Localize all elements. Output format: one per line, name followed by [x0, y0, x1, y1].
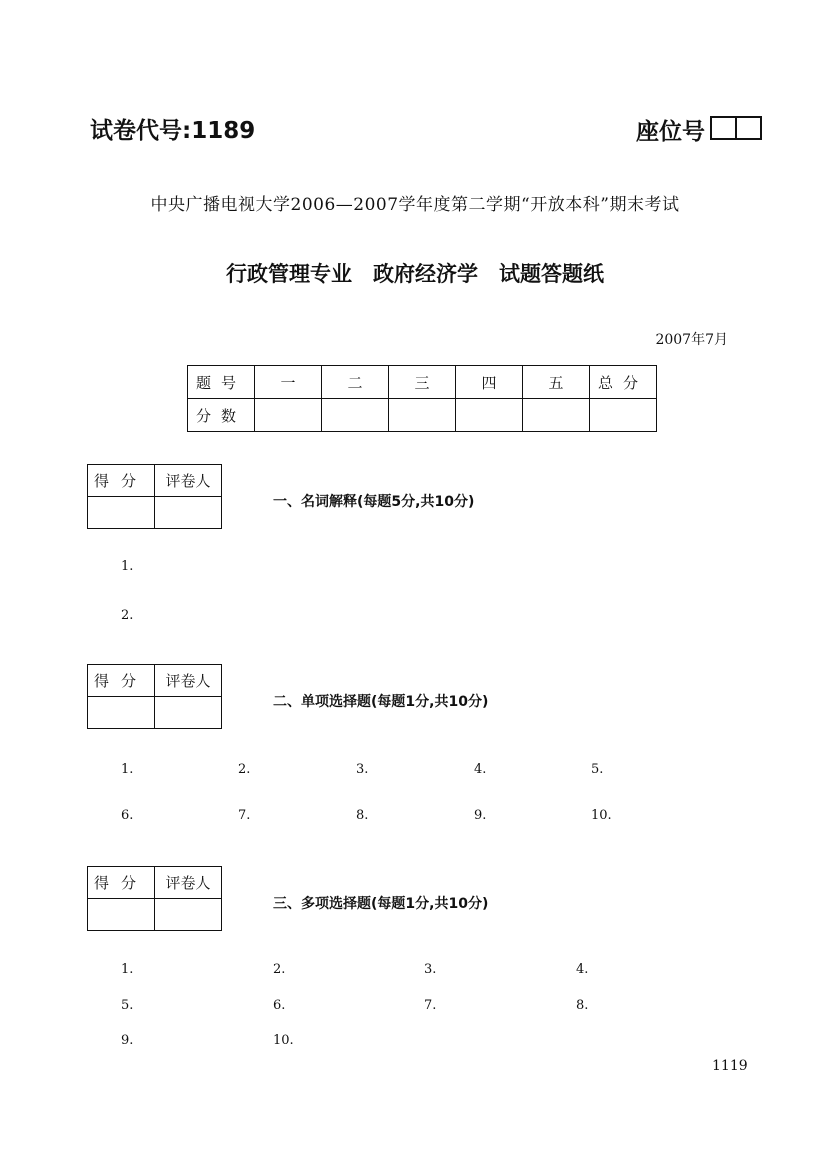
- answer-item: 3.: [424, 962, 437, 977]
- grader-label: 评卷人: [155, 465, 222, 497]
- answer-item: 9.: [121, 1033, 134, 1048]
- grade-box: [87, 464, 222, 529]
- grader-entry-cell[interactable]: [155, 497, 222, 529]
- answer-sheet-title: 行政管理专业 政府经济学 试题答题纸: [226, 262, 604, 286]
- exam-date: 2007年7月: [655, 332, 728, 348]
- section-title: 一、名词解释(每题5分,共10分): [273, 494, 475, 510]
- answer-item: 7.: [424, 998, 437, 1013]
- score-label: 得分: [88, 465, 155, 497]
- score-entry-cell[interactable]: [88, 697, 155, 729]
- grader-label: 评卷人: [155, 665, 222, 697]
- answer-item: 9.: [474, 808, 487, 823]
- answer-item: 4.: [576, 962, 589, 977]
- column-header: 三: [389, 366, 456, 399]
- score-cell[interactable]: [523, 399, 590, 432]
- answer-item: 8.: [356, 808, 369, 823]
- score-entry-cell[interactable]: [88, 497, 155, 529]
- answer-item: 4.: [474, 762, 487, 777]
- grade-box: [87, 664, 222, 729]
- answer-item: 2.: [273, 962, 286, 977]
- table-row: [188, 399, 657, 432]
- answer-item: 6.: [121, 808, 134, 823]
- score-cell[interactable]: [456, 399, 523, 432]
- column-header: 二: [322, 366, 389, 399]
- seat-number-box[interactable]: [712, 118, 735, 138]
- grader-entry-cell[interactable]: [155, 899, 222, 931]
- section-title: 三、多项选择题(每题1分,共10分): [273, 896, 489, 912]
- column-header: 五: [523, 366, 590, 399]
- answer-item: 8.: [576, 998, 589, 1013]
- score-label: 得分: [88, 867, 155, 899]
- answer-item: 2.: [121, 608, 134, 623]
- page-number: 1119: [712, 1058, 748, 1074]
- answer-item: 6.: [273, 998, 286, 1013]
- exam-subtitle: 中央广播电视大学2006—2007学年度第二学期“开放本科”期末考试: [150, 195, 680, 215]
- seat-number-label: 座位号: [636, 119, 705, 145]
- grade-box: [87, 866, 222, 931]
- score-label: 得分: [88, 665, 155, 697]
- answer-item: 1.: [121, 762, 134, 777]
- score-cell[interactable]: [322, 399, 389, 432]
- column-header: 一: [255, 366, 322, 399]
- grader-label: 评卷人: [155, 867, 222, 899]
- answer-item: 1.: [121, 962, 134, 977]
- score-summary-table: [187, 365, 657, 432]
- answer-item: 1.: [121, 559, 134, 574]
- seat-number-boxes[interactable]: [710, 116, 762, 140]
- question-number-header: 题号: [188, 366, 255, 399]
- answer-item: 5.: [121, 998, 134, 1013]
- answer-item: 10.: [591, 808, 612, 823]
- answer-item: 2.: [238, 762, 251, 777]
- section-title: 二、单项选择题(每题1分,共10分): [273, 694, 489, 710]
- column-header: 四: [456, 366, 523, 399]
- grader-entry-cell[interactable]: [155, 697, 222, 729]
- score-cell[interactable]: [389, 399, 456, 432]
- answer-item: 7.: [238, 808, 251, 823]
- answer-item: 10.: [273, 1033, 294, 1048]
- table-row: [188, 366, 657, 399]
- exam-code: 试卷代号:1189: [90, 118, 256, 144]
- score-row-header: 分数: [188, 399, 255, 432]
- column-header-total: 总分: [590, 366, 657, 399]
- score-entry-cell[interactable]: [88, 899, 155, 931]
- answer-item: 3.: [356, 762, 369, 777]
- score-cell-total[interactable]: [590, 399, 657, 432]
- seat-number-box[interactable]: [735, 118, 760, 138]
- answer-item: 5.: [591, 762, 604, 777]
- score-cell[interactable]: [255, 399, 322, 432]
